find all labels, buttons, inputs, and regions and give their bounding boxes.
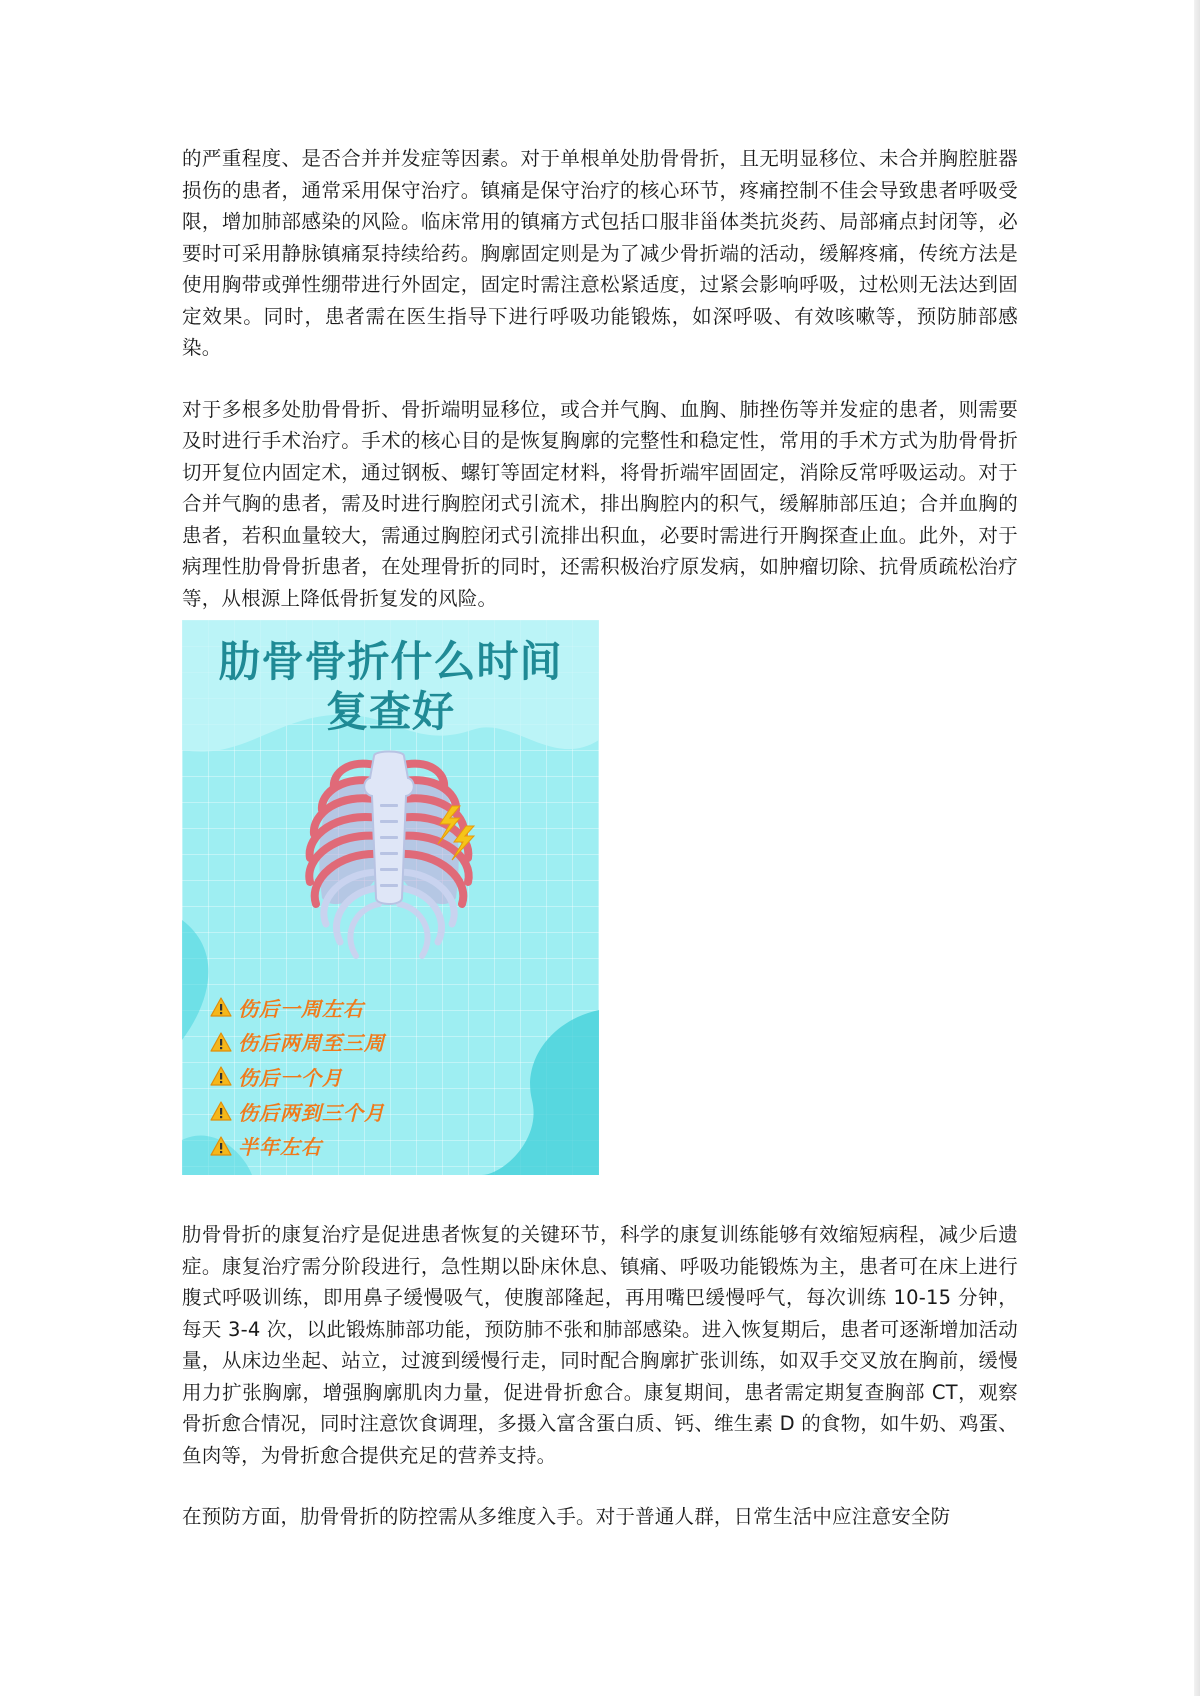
paragraph-conservative-treatment: 的严重程度、是否合并并发症等因素。对于单根单处肋骨骨折，且无明显移位、未合并胸腔脏器损伤的患者，通常采用保守治疗。镇痛是保守治疗的核心环节，疼痛控制不佳会导致患者呼吸受限，增加肺部感染的风险。临床常用的镇痛方式包括口服非甾体类抗炎药、局部痛点封闭等，必要时可采用静脉镇痛泵持续给药。胸廓固定则是为了减少骨折端的活动，缓解疼痛，传统方法是使用胸带或弹性绷带进行外固定，固定时需注意松紧适度，过紧会影响呼吸，过松则无法达到固定效果。同时，患者需在医生指导下进行呼吸功能锻炼，如深呼吸、有效咳嗽等，预防肺部感染。 (182, 147, 1018, 359)
timeline-label: 伤后两到三个月 (238, 1100, 385, 1125)
follow-up-timeline (210, 990, 385, 1163)
timeline-item (210, 1128, 385, 1163)
timeline-item (210, 990, 385, 1025)
paragraph-surgical-treatment: 对于多根多处肋骨骨折、骨折端明显移位，或合并气胸、血胸、肺挫伤等并发症的患者，则需要及时进行手术治疗。手术的核心目的是恢复胸廓的完整性和稳定性，常用的手术方式为肋骨骨折切开复位内固定术，通过钢板、螺钉等固定材料，将骨折端牢固固定，消除反常呼吸运动。对于合并气胸的患者，需及时进行胸腔闭式引流术，排出胸腔内的积气，缓解肺部压迫；合并血胸的患者，若积血量较大，需通过胸腔闭式引流排出积血，必要时需进行开胸探查止血。此外，对于病理性肋骨骨折患者，在处理骨折的同时，还需积极治疗原发病，如肿瘤切除、抗骨质疏松治疗等，从根源上降低骨折复发的风险。 (182, 397, 1018, 610)
infographic-title-line2: 复查好 (325, 687, 455, 736)
paragraph-prevention: 在预防方面，肋骨骨折的防控需从多维度入手。对于普通人群，日常生活中应注意安全防 (182, 1505, 951, 1528)
infographic-title-line1: 肋骨骨折什么时间 (218, 637, 563, 686)
warning-triangle-icon (210, 1032, 232, 1052)
timeline-item (210, 1025, 385, 1060)
warning-triangle-icon (210, 1136, 232, 1156)
document-body (182, 143, 1018, 1533)
timeline-label: 半年左右 (238, 1135, 322, 1160)
ribcage-fracture-illustration (294, 748, 484, 966)
timeline-item (210, 1094, 385, 1129)
timeline-label: 伤后一周左右 (238, 996, 364, 1021)
page-edge (1194, 0, 1200, 1696)
timeline-label: 伤后两周至三周 (238, 1031, 385, 1056)
timeline-label: 伤后一个月 (238, 1065, 343, 1090)
rib-fracture-infographic (182, 620, 599, 1175)
warning-triangle-icon (210, 1101, 232, 1121)
warning-triangle-icon (210, 997, 232, 1017)
paragraph-rehabilitation: 肋骨骨折的康复治疗是促进患者恢复的关键环节，科学的康复训练能够有效缩短病程，减少后遗症。康复治疗需分阶段进行，急性期以卧床休息、镇痛、呼吸功能锻炼为主，患者可在床上进行腹式呼吸训练，即用鼻子缓慢吸气，使腹部隆起，再用嘴巴缓慢呼气，每次训练 10-15 分钟，每天 3-4 次，以此锻炼肺部功能，预防肺不张和肺部感染。进入恢复期后，患者可逐渐增加活动量，从床边坐起、站立，过渡到缓慢行走，同时配合胸廓扩张训练，如双手交叉放在胸前，缓慢用力扩张胸廓，增强胸廓肌肉力量，促进骨折愈合。康复期间，患者需定期复查胸部 CT，观察骨折愈合情况，同时注意饮食调理，多摄入富含蛋白质、钙、维生素 D 的食物，如牛奶、鸡蛋、鱼肉等，为骨折愈合提供充足的营养支持。 (182, 1223, 1018, 1467)
timeline-item (210, 1059, 385, 1094)
warning-triangle-icon (210, 1066, 232, 1086)
